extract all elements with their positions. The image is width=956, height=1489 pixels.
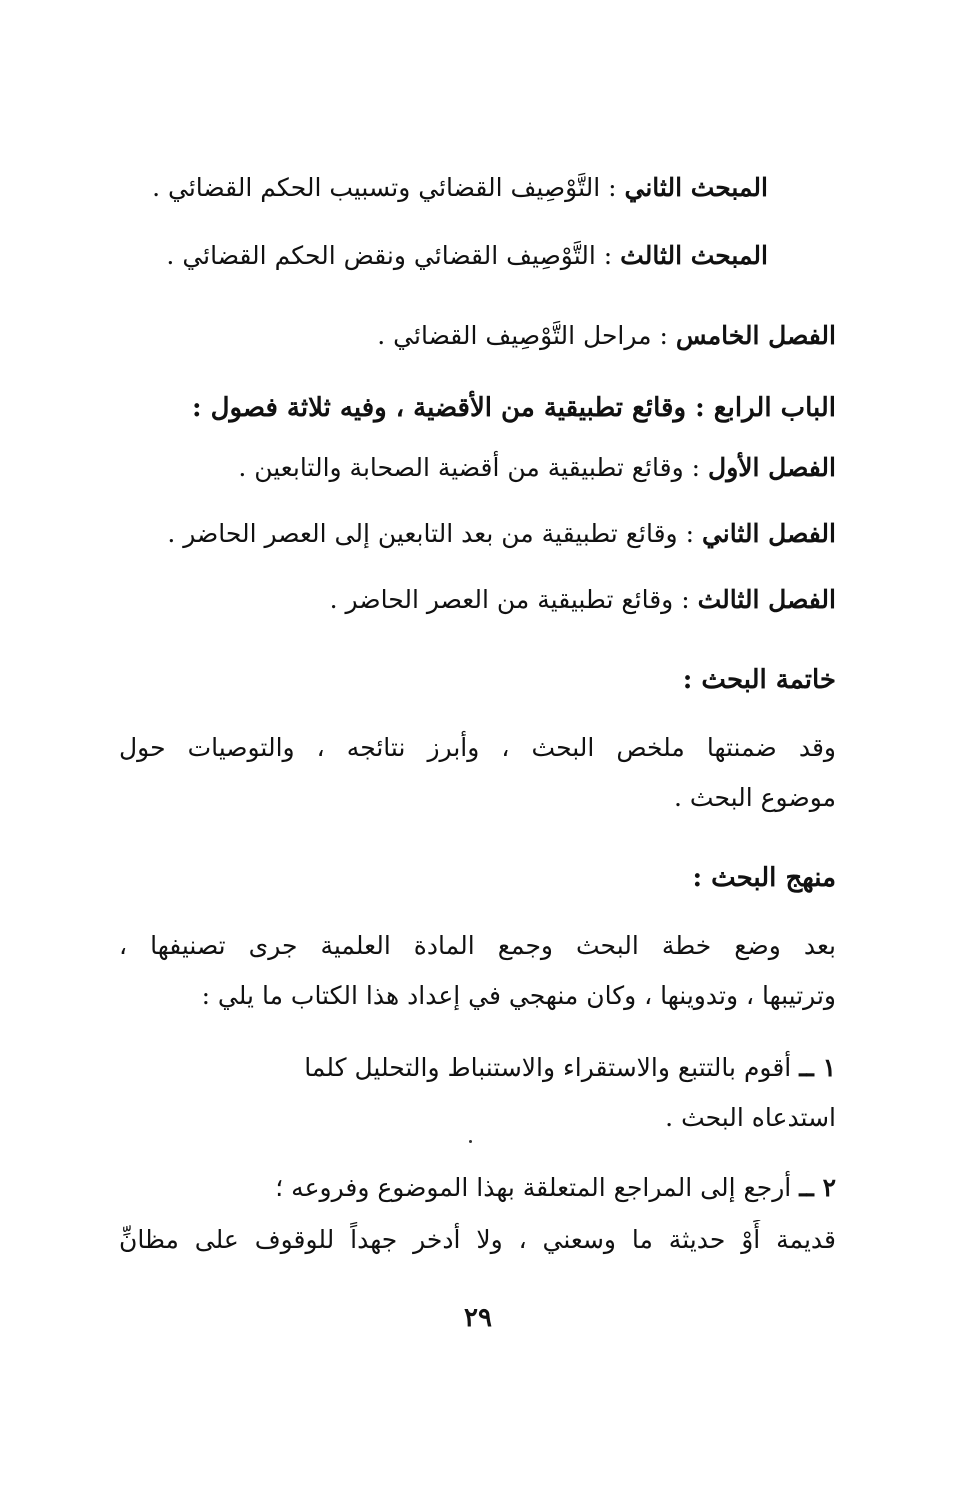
toc-label: الفصل الخامس	[675, 321, 836, 350]
toc-text: : وقائع تطبيقية من أقضية الصحابة والتابعين .	[238, 453, 701, 482]
numbered-item-2	[119, 1168, 836, 1208]
paragraph-line: قديمة أَوْ حديثة ما وسعني ، ولا أدخر جهداً للوقوف على مظانِّ	[119, 1225, 836, 1254]
toc-label: المبحث الثاني	[624, 173, 768, 202]
paragraph-line: استدعاه البحث .	[665, 1103, 836, 1132]
paragraph-line: وترتيبها ، وتدوينها ، وكان منهجي في إعداد هذا الكتاب ما يلي :	[201, 981, 836, 1010]
toc-line-fasl-3	[330, 580, 836, 620]
toc-line-fasl-1	[238, 448, 836, 488]
toc-label: الفصل الثاني	[701, 519, 836, 548]
section-heading-conclusion: خاتمة البحث :	[682, 665, 836, 695]
toc-text: : وقائع تطبيقية من العصر الحاضر .	[329, 585, 690, 614]
item-text: أرجع إلى المراجع المتعلقة بهذا الموضوع وفروعه ؛	[275, 1173, 792, 1202]
toc-text: : التَّوْصِيف القضائي ونقض الحكم القضائي .	[166, 241, 613, 270]
paragraph-line: موضوع البحث .	[674, 783, 836, 812]
toc-label: الفصل الثالث	[697, 585, 836, 614]
paragraph-line: وقد ضمنتها ملخص البحث ، وأبرز نتائجه ، والتوصيات حول	[119, 733, 836, 762]
page-number: ٢٩	[464, 1303, 492, 1333]
toc-line-fasl-2	[167, 514, 836, 554]
toc-text: : مراحل التَّوْصِيف القضائي .	[377, 321, 668, 350]
toc-text: : وقائع تطبيقية من الأقضية ، وفيه ثلاثة فصول :	[191, 393, 705, 423]
toc-text: : وقائع تطبيقية من بعد التابعين إلى العصر الحاضر .	[167, 519, 694, 548]
item-text: أقوم بالتتبع والاستقراء والاستنباط والتحليل كلما	[304, 1053, 792, 1082]
paragraph-line: بعد وضع خطة البحث وجمع المادة العلمية جرى تصنيفها ،	[119, 931, 836, 960]
toc-line-fasl-5	[377, 316, 836, 356]
toc-label: الفصل الأول	[708, 453, 836, 482]
numbered-item-1	[119, 1048, 836, 1088]
toc-line-bab-4	[192, 388, 836, 428]
toc-label: الباب الرابع	[713, 393, 836, 423]
section-heading-methodology: منهج البحث :	[692, 863, 836, 893]
toc-text: : التَّوْصِيف القضائي وتسبيب الحكم القضائي .	[152, 173, 617, 202]
toc-line-mabhath-3	[166, 236, 768, 276]
item-number: ٢ ــ	[799, 1173, 836, 1202]
item-number: ١ ــ	[799, 1053, 836, 1082]
toc-label: المبحث الثالث	[620, 241, 768, 270]
toc-line-mabhath-2	[152, 168, 768, 208]
scan-speck	[469, 1140, 472, 1143]
